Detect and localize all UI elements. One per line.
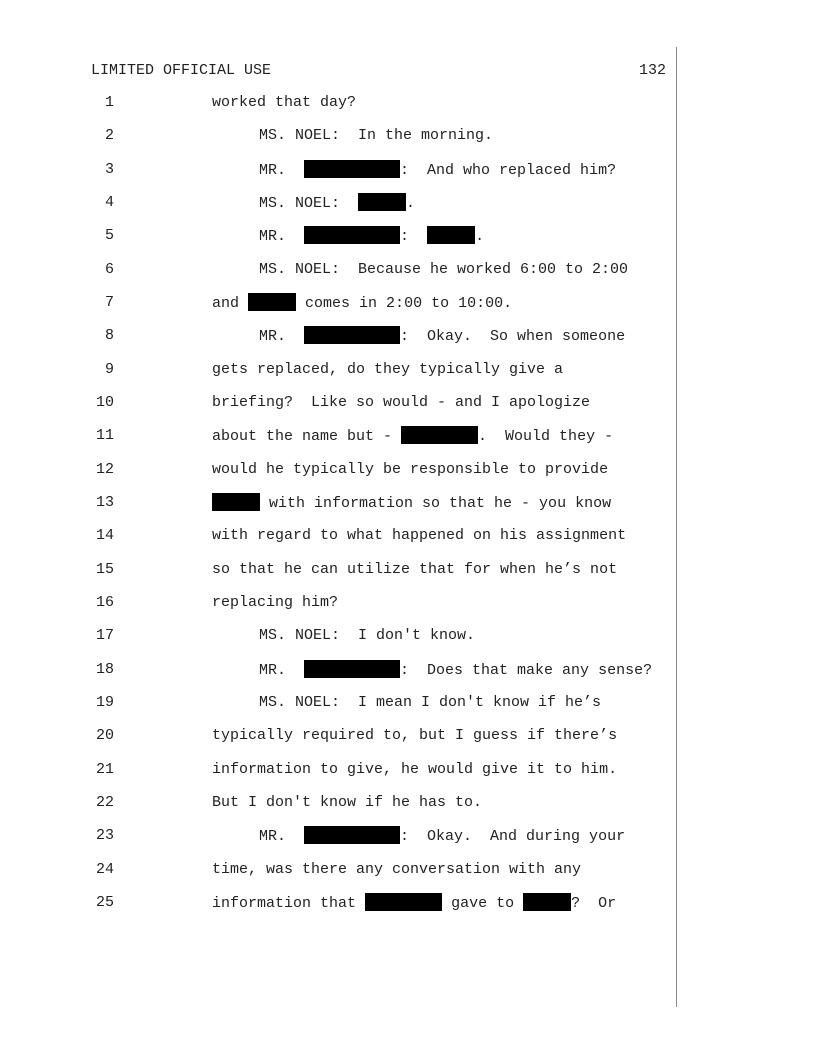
line-number: 17 [95, 627, 114, 644]
line-number: 14 [95, 527, 114, 544]
line-number: 22 [95, 794, 114, 811]
line-text [212, 893, 616, 914]
line-text: replacing him? [212, 594, 339, 611]
line-number: 4 [104, 194, 114, 211]
line-text [212, 493, 611, 514]
transcript-line [0, 460, 676, 480]
line-text [259, 660, 652, 681]
line-text: would he typically be responsible to provide [212, 461, 609, 478]
line-text-segment: . [475, 228, 485, 245]
transcript-line [0, 593, 676, 613]
line-text-segment: . Would they - [478, 428, 614, 445]
line-text-segment: ? Or [571, 895, 617, 912]
redaction-block [304, 660, 400, 678]
transcript-line [0, 126, 676, 146]
line-text [259, 826, 625, 847]
line-number: 15 [95, 561, 114, 578]
right-margin-rule [676, 47, 677, 1007]
transcript-line [0, 326, 676, 346]
line-number: 9 [104, 361, 114, 378]
transcript-line [0, 826, 676, 846]
line-text: with regard to what happened on his assignment [212, 527, 627, 544]
line-number: 3 [104, 161, 114, 178]
line-number: 10 [95, 394, 114, 411]
line-text-segment: . [406, 195, 416, 212]
speaker-prefix: MR. [259, 328, 287, 345]
redaction-block [304, 826, 400, 844]
speaker-prefix: MR. [259, 162, 287, 179]
redaction-block [304, 226, 400, 244]
line-number: 5 [104, 227, 114, 244]
line-number: 24 [95, 861, 114, 878]
line-text [212, 426, 613, 447]
transcript-line [0, 226, 676, 246]
line-text-segment: with information so that he - you know [269, 495, 612, 512]
line-number: 16 [95, 594, 114, 611]
redaction-block [212, 493, 260, 511]
speaker-prefix: MR. [259, 662, 287, 679]
transcript-line [0, 493, 676, 513]
line-text-segment: : Does that make any sense? [400, 662, 653, 679]
transcript-line [0, 760, 676, 780]
line-number: 19 [95, 694, 114, 711]
line-text-segment: : Okay. So when someone [400, 328, 626, 345]
line-text: briefing? Like so would - and I apologize [212, 394, 591, 411]
line-number: 7 [104, 294, 114, 311]
transcript-line [0, 426, 676, 446]
line-text [259, 226, 484, 247]
transcript-line [0, 693, 676, 713]
speaker-prefix: MR. [259, 228, 287, 245]
line-text: so that he can utilize that for when he’s not [212, 561, 618, 578]
redaction-block [248, 293, 296, 311]
line-number: 21 [95, 761, 114, 778]
redaction-block [401, 426, 478, 444]
transcript-line [0, 293, 676, 313]
transcript-line [0, 860, 676, 880]
transcript-line [0, 626, 676, 646]
line-text: MS. NOEL: I mean I don't know if he’s [259, 694, 602, 711]
line-text-segment: gave to [451, 895, 515, 912]
transcript-line [0, 893, 676, 913]
redaction-block [427, 226, 475, 244]
page-number: 132 [638, 62, 666, 79]
line-number: 23 [95, 827, 114, 844]
line-text [259, 160, 616, 181]
line-text [259, 193, 415, 214]
line-number: 1 [104, 94, 114, 111]
line-text [259, 326, 625, 347]
line-text-segment: comes in 2:00 to 10:00. [305, 295, 513, 312]
line-number: 6 [104, 261, 114, 278]
line-number: 18 [95, 661, 114, 678]
transcript-line [0, 360, 676, 380]
line-number: 25 [95, 894, 114, 911]
line-number: 2 [104, 127, 114, 144]
transcript-line [0, 393, 676, 413]
line-text: gets replaced, do they typically give a [212, 361, 564, 378]
classification-header: LIMITED OFFICIAL USE [91, 62, 272, 79]
line-number: 11 [95, 427, 114, 444]
transcript-line [0, 93, 676, 113]
transcript-line [0, 793, 676, 813]
line-text: But I don't know if he has to. [212, 794, 483, 811]
line-text: worked that day? [212, 94, 357, 111]
line-text: information to give, he would give it to him. [212, 761, 618, 778]
transcript-line [0, 660, 676, 680]
line-text-segment: information that [212, 895, 357, 912]
redaction-block [365, 893, 442, 911]
line-text-segment: : [400, 228, 410, 245]
transcript-line [0, 260, 676, 280]
line-number: 8 [104, 327, 114, 344]
line-number: 12 [95, 461, 114, 478]
line-text: MS. NOEL: Because he worked 6:00 to 2:00 [259, 261, 629, 278]
redaction-block [523, 893, 571, 911]
redaction-block [304, 160, 400, 178]
transcript-line [0, 560, 676, 580]
line-number: 20 [95, 727, 114, 744]
transcript-line [0, 193, 676, 213]
line-text-segment: : Okay. And during your [400, 828, 626, 845]
line-text: typically required to, but I guess if there’s [212, 727, 618, 744]
line-text-segment: and [212, 295, 240, 312]
line-text-segment: about the name but - [212, 428, 393, 445]
transcript-line [0, 726, 676, 746]
line-text: time, was there any conversation with any [212, 861, 582, 878]
speaker-prefix: MR. [259, 828, 287, 845]
redaction-block [304, 326, 400, 344]
line-number: 13 [95, 494, 114, 511]
line-text: MS. NOEL: I don't know. [259, 627, 476, 644]
transcript-line [0, 526, 676, 546]
line-text: MS. NOEL: In the morning. [259, 127, 494, 144]
speaker-prefix: MS. NOEL: [259, 195, 341, 212]
redaction-block [358, 193, 406, 211]
transcript-line [0, 160, 676, 180]
line-text [212, 293, 512, 314]
line-text-segment: : And who replaced him? [400, 162, 617, 179]
